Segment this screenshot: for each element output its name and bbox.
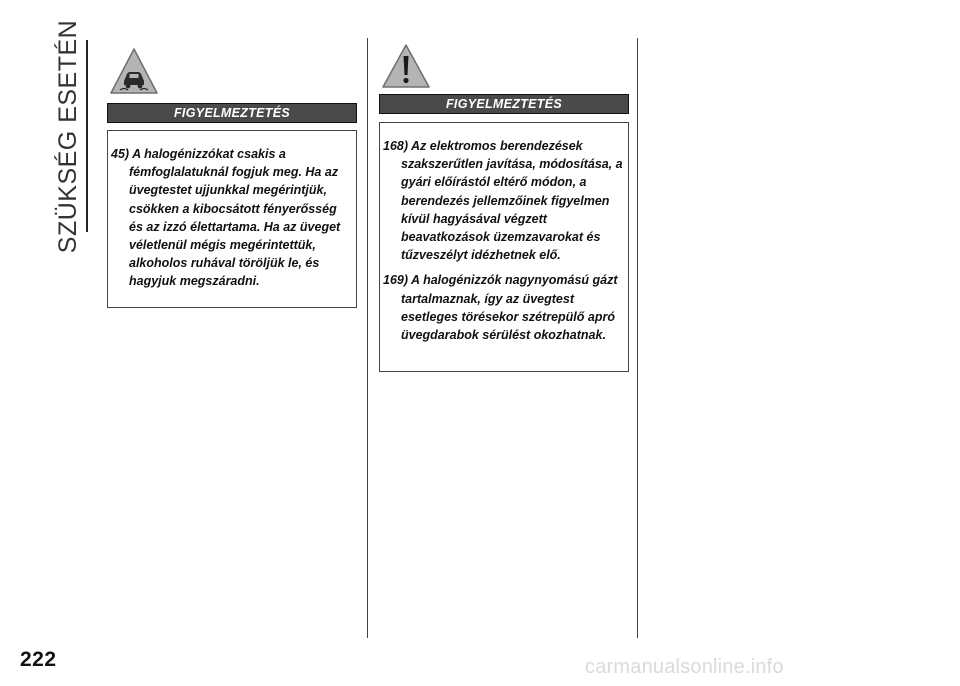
left-warning-header: FIGYELMEZTETÉS (107, 103, 357, 123)
page-number: 222 (20, 648, 57, 671)
warning-item: 169) A halogénizzók nagynyomású gázt tartalmaznak, így az üvegtest esetleges törésekor szétrepülő apró üvegdarabok sérülést okozhatnak. (383, 273, 618, 343)
section-title-text: SZÜKSÉG ESETÉN (54, 19, 83, 253)
right-warning-box (379, 122, 629, 372)
section-title (52, 19, 86, 253)
section-rule (86, 40, 88, 232)
warning-item: 45) A halogénizzókat csakis a fémfoglalatuknál fogjuk meg. Ha az üvegtestet ujjunkkal megérintjük, csökken a kibocsátott fényerősség és az izzó élettartama. Ha az üveget véletlenül mégis megérintettük, alkoholos ruhával töröljük le, és hagyjuk megszáradni. (111, 147, 341, 289)
watermark-text: carmanualsonline.info (585, 656, 784, 678)
right-warning-header: FIGYELMEZTETÉS (379, 94, 629, 114)
column-divider-left (367, 38, 368, 638)
left-warning-box (107, 130, 357, 308)
road-hazard-car-icon (108, 46, 160, 96)
exclamation-warning-icon (380, 42, 432, 90)
warning-item: 168) Az elektromos berendezések szakszerűtlen javítása, módosítása, a gyári előírástól eltérő módon, a berendezés jellemzőinek figyelmen kívül hagyásával végzett beavatkozások üzemzavarokat és tűzveszélyt idézhetnek elő. (383, 139, 623, 263)
column-divider-right (637, 38, 638, 638)
